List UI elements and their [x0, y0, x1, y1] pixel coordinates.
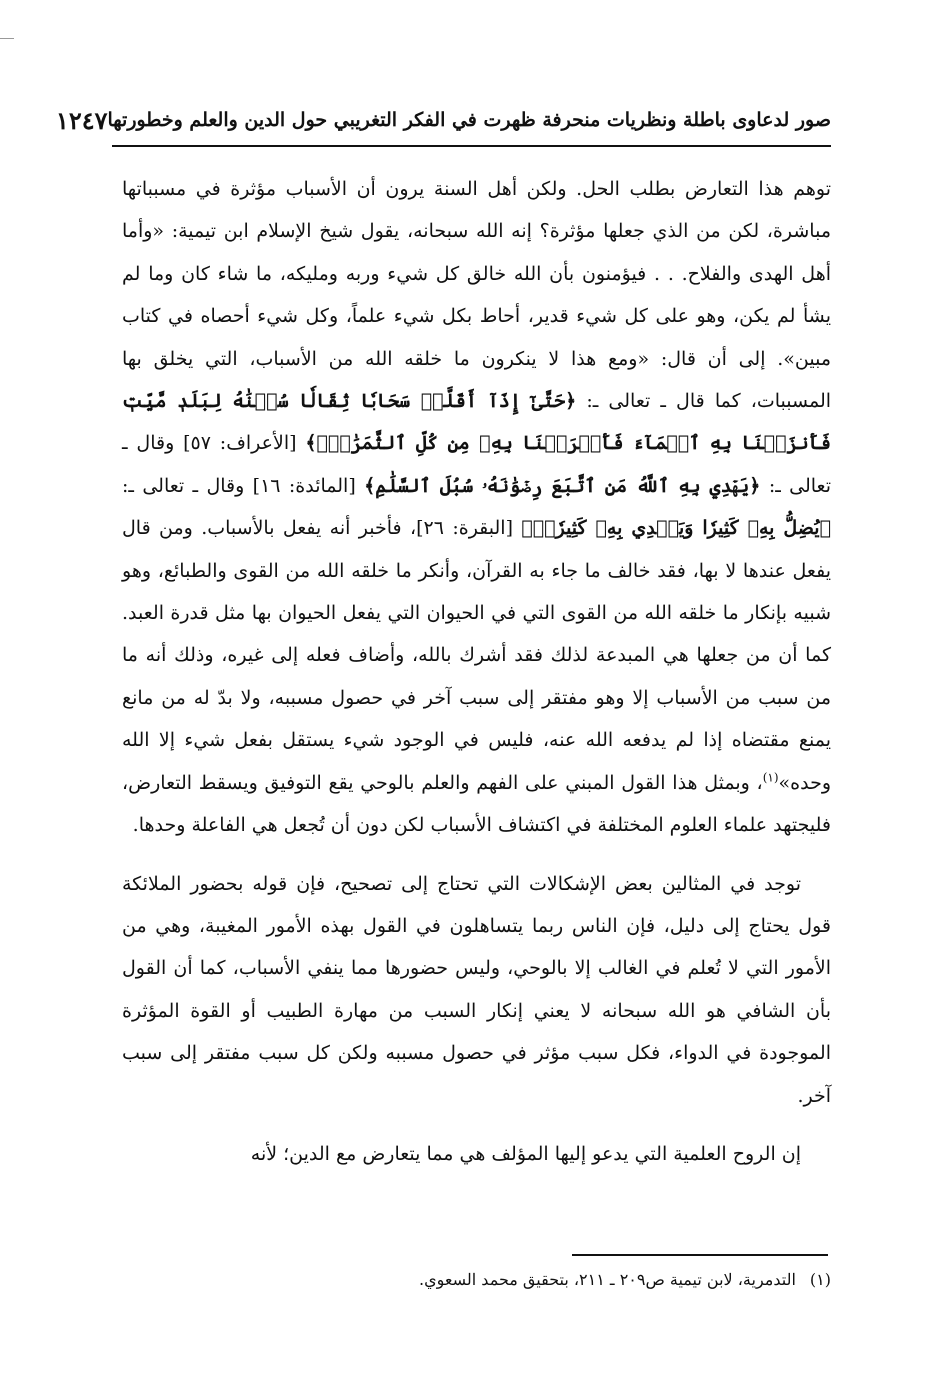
paragraph-2: توجد في المثالين بعض الإشكالات التي تحتاج إلى تصحيح، فإن قوله بحضور الملائكة قول يحتاج إلى دليل، فإن الناس ربما يتساهلون في القول بهذه الأمور المغيبة، وهي من الأمور التي لا تُعلم في الغالب إلا بالوحي، وليس حضورها مما ينفي الأسباب، كما أن القول بأن الشافي هو الله سبحانه لا يعني إنكار السبب من مهارة الطبيب أو القوة المؤثرة الموجودة في الدواء، فكل سبب مؤثر في حصول مسببه ولكن كل سبب مفتقر إلى سبب آخر.: [122, 872, 831, 1107]
para1-text-3: ، وبمثل هذا القول المبني على الفهم والعلم بالوحي يقع التوفيق ويسقط التعارض، فليجتهد علماء العلوم المختلفة في اكتشاف الأسباب لكن دون أن تُجعل هي الفاعلة وحدها.: [122, 771, 831, 837]
running-header: [55, 100, 831, 140]
quran-verse-1: ﴿حَتَّىٰٓ إِذَآ أَقَلَّتۡ سَحَابٗا ثِقَالٗا سُقۡنَٰهُ لِبَلَدٖ مَّيِّتٖ فَأَنزَلۡنَا بِهِ ٱلۡمَآءَ فَأَخۡرَجۡنَا بِهِۦ مِن كُلِّ ٱلثَّمَرَٰتِۚ﴾: [122, 390, 832, 455]
page-number: ١٢٤٧: [55, 105, 108, 135]
para1-text-1: توهم هذا التعارض بطلب الحل. ولكن أهل السنة يرون أن الأسباب مؤثرة في مسبباتها مباشرة، لكن من الذي جعلها مؤثرة؟ إنه الله سبحانه، يقول شيخ الإسلام ابن تيمية: «وأما أهل الهدى والفلاح. . . فيؤمنون بأن الله خالق كل شيء وربه ومليكه، ما شاء كان وما لم يشأ لم يكن، وهو على كل شيء قدير، أحاط بكل شيء علماً، وكل شيء أحصاه في كتاب مبين». إلى أن قال: «ومع هذا لا ينكرون ما خلقه الله من الأسباب، التي يخلق بها المسببات، كما قال ـ تعالى ـ:: [122, 178, 832, 413]
verse-ref-2: [المائدة: ١٦] وقال ـ تعالى ـ:: [122, 474, 356, 497]
footnote-text: التدمرية، لابن تيمية ص٢٠٩ ـ ٢١١، بتحقيق محمد السعوي.: [419, 1270, 796, 1289]
paragraph-3: إن الروح العلمية التي يدعو إليها المؤلف هي مما يتعارض مع الدين؛ لأنه: [250, 1142, 801, 1165]
para1-text-2: [البقرة: ٢٦]، فأخبر أنه يفعل بالأسباب. ومن قال يفعل عندها لا بها، فقد خالف ما جاء به القرآن، وأنكر ما خلقه الله من القوى والطبائع، وهو شبيه بإنكار ما خلقه الله من القوى التي في الحيوان التي يفعل الحيوان بها مثل قدرة العبد. كما أن من جعلها هي المبدعة لذلك فقد أشرك بالله، وأضاف فعله إلى غيره، وذلك أنه ما من سبب من الأسباب إلا وهو مفتقر إلى سبب آخر في حصول مسببه، ولا بدّ له من مانع يمنع مقتضاه إذا لم يدفعه الله عنه، فليس في الوجود شيء يستقل بفعل شيء إلا الله وحده»: [122, 517, 831, 794]
paragraph-1: [122, 168, 831, 847]
scan-corner-mark: [0, 38, 14, 39]
verse-ref-1: [الأعراف: ٥٧] وقال ـ تعالى ـ:: [122, 432, 832, 497]
quran-verse-3: ﴿يُضِلُّ بِهِۦ كَثِيرٗا وَيَهۡدِي بِهِۦ كَثِيرٗاۚ﴾: [521, 517, 831, 540]
header-rule: [112, 145, 831, 147]
footnote-rule: [572, 1254, 828, 1256]
quran-verse-2: ﴿يَهۡدِي بِهِ ٱللَّهُ مَنِ ٱتَّبَعَ رِضۡوَٰنَهُۥ سُبُلَ ٱلسَّلَٰمِ﴾: [364, 474, 761, 497]
footnote-marker: (١): [809, 1270, 831, 1289]
footnote-reference[interactable]: (١): [762, 770, 779, 785]
body-text: [122, 168, 831, 1175]
footnote: [200, 1266, 831, 1294]
running-title: صور لدعاوى باطلة ونظريات منحرفة ظهرت في الفكر التغريبي حول الدين والعلم وخطورتها: [107, 109, 831, 131]
